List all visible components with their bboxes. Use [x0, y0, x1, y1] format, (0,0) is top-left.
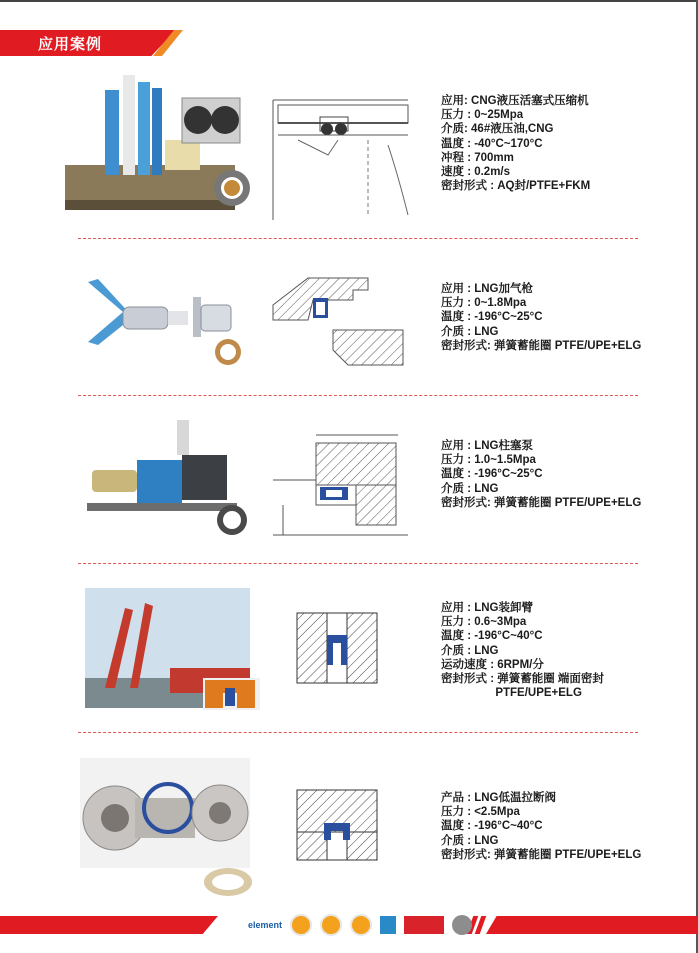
cert-banner-icon [404, 916, 444, 934]
spec-line: 密封形式 : AQ封/PTFE+FKM [441, 180, 591, 193]
spec-line: 压力 : 0.6~3Mpa [441, 616, 527, 629]
lng-breakaway-valve-spec-list [441, 791, 641, 862]
spec-line: 密封形式: 弹簧蓄能圈 PTFE/UPE+ELG [441, 848, 642, 861]
spec-line: PTFE/UPE+ELG [441, 687, 582, 700]
spec-line: 应用 : LNG加气枪 [441, 283, 533, 295]
case-lng-nozzle [0, 262, 698, 387]
lng-loading-arm-photo [85, 588, 263, 713]
section-title: 应用案例 [38, 36, 103, 53]
spec-line: 密封形式 : 弹簧蓄能圈 端面密封 [441, 673, 604, 686]
spec-line: 密封形式: 弹簧蓄能圈 PTFE/UPE+ELG [441, 339, 642, 352]
section-divider [78, 732, 638, 733]
footer-band-left [0, 916, 218, 934]
spec-line: 冲程 : 700mm [441, 151, 514, 164]
lng-nozzle-spec-list [441, 282, 641, 353]
spec-line: 温度 : -40°C~170°C [441, 137, 543, 150]
spec-line: 应用 : LNG柱塞泵 [441, 440, 533, 452]
certification-logos [248, 913, 472, 937]
top-border [0, 0, 698, 2]
spec-line: 温度 : -196°C~25°C [441, 311, 543, 324]
spec-line: 压力 : 0~25Mpa [441, 109, 524, 122]
spec-line: 压力 : <2.5Mpa [441, 806, 520, 819]
cert-square-icon [380, 916, 396, 934]
spec-line: 压力 : 0~1.8Mpa [441, 297, 527, 310]
cng-seal-drawing [268, 95, 413, 230]
lng-nozzle-seal-drawing [268, 270, 413, 375]
cng-compressor-photo [60, 70, 255, 220]
spec-line: 压力 : 1.0~1.5Mpa [441, 454, 536, 467]
spec-line: 介质 : LNG [441, 644, 499, 657]
case-cng-compressor [0, 70, 698, 230]
section-divider [78, 563, 638, 564]
spec-line: 温度 : -196°C~25°C [441, 468, 543, 481]
cert-badge-icon [290, 914, 312, 936]
lng-nozzle-photo [78, 267, 253, 372]
spec-line: 介质 : LNG [441, 482, 499, 495]
footer-band-right [486, 916, 698, 934]
loading-arm-seal-drawing [292, 605, 382, 685]
section-divider [78, 395, 638, 396]
cng-spec-list [441, 94, 590, 193]
spec-line: 应用: CNG液压活塞式压缩机 [441, 95, 589, 107]
section-divider [78, 238, 638, 239]
spec-line: 介质 : LNG [441, 834, 499, 847]
lng-pump-photo [82, 415, 254, 545]
spec-line: 介质 : LNG [441, 325, 499, 338]
element-logo: element [248, 920, 283, 930]
spec-line: 密封形式: 弹簧蓄能圈 PTFE/UPE+ELG [441, 496, 642, 509]
spec-line: 运动速度 : 6RPM/分 [441, 658, 544, 671]
spec-line: 介质: 46#液压油,CNG [441, 123, 554, 136]
seal-icon [452, 915, 472, 935]
cert-badge-icon [320, 914, 342, 936]
lng-breakaway-valve-photo [80, 758, 255, 903]
spec-line: 应用 : LNG装卸臂 [441, 602, 533, 614]
breakaway-valve-seal-drawing [292, 785, 382, 865]
spec-line: 温度 : -196°C~40°C [441, 630, 543, 643]
spec-line: 温度 : -196°C~40°C [441, 820, 543, 833]
lng-loading-arm-spec-list [441, 601, 604, 700]
case-lng-pump [0, 410, 698, 550]
spec-line: 产品 : LNG低温拉断阀 [441, 792, 556, 804]
lng-pump-seal-drawing [268, 425, 413, 545]
lng-pump-spec-list [441, 439, 641, 510]
case-lng-breakaway-valve [0, 755, 698, 905]
case-lng-loading-arm [0, 585, 698, 715]
spec-line: 速度 : 0.2m/s [441, 166, 511, 179]
cert-badge-icon [350, 914, 372, 936]
